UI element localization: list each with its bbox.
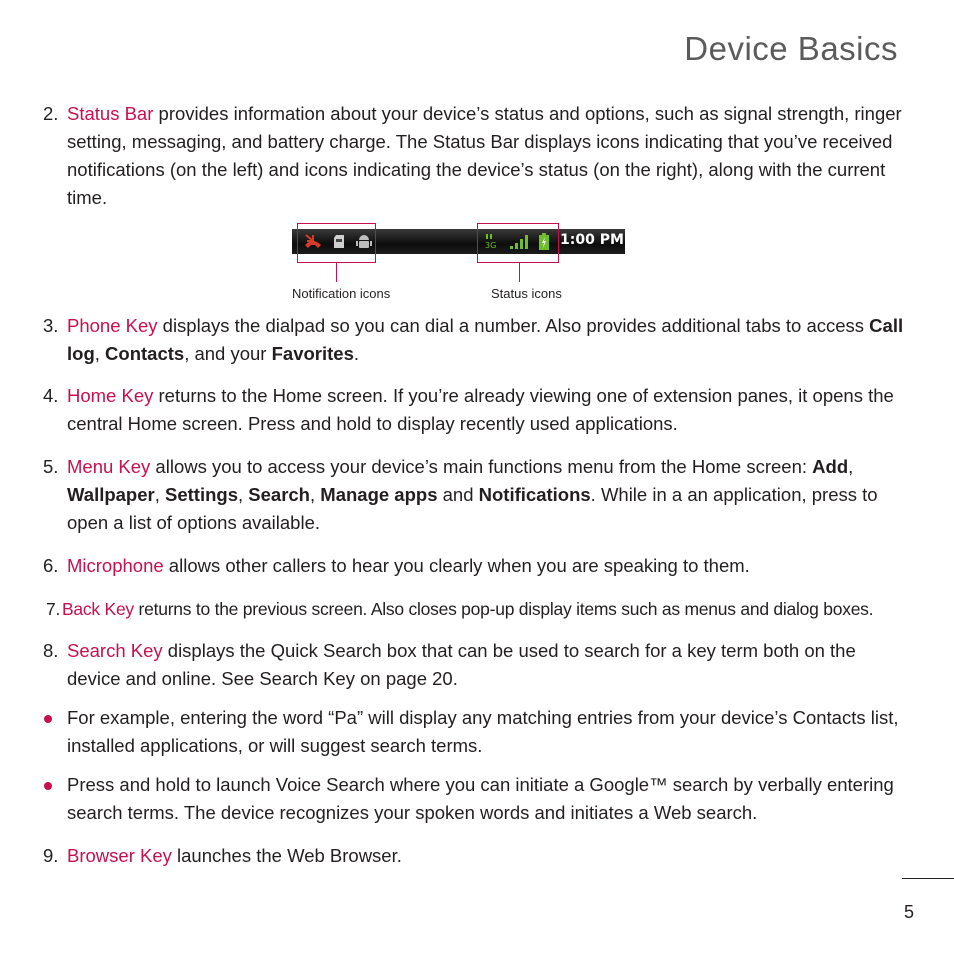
page-title: Device Basics (684, 30, 898, 67)
notification-icons-callout (297, 223, 376, 263)
item-text: , (310, 484, 321, 505)
status-clock: 1:00 PM (560, 232, 624, 248)
list-item-browser-key (43, 842, 907, 870)
list-item-back-key (46, 595, 912, 623)
status-callout-line (519, 262, 520, 282)
contacts-term: Contacts (105, 343, 185, 364)
item-text: allows other callers to hear you clearly when you are speaking to them. (163, 555, 750, 576)
item-number: 3. (43, 315, 59, 336)
item-text: launches the Web Browser. (171, 845, 402, 866)
list-item-search-key (43, 637, 907, 693)
item-number: 7. (46, 599, 61, 619)
footer-rule (902, 878, 954, 879)
item-number: 6. (43, 555, 59, 576)
menu-key-term: Menu Key (67, 456, 151, 477)
item-text: . (353, 343, 360, 364)
item-text: . While in a an application, press to open a list of options available. (67, 484, 878, 533)
notification-callout-line (336, 262, 337, 282)
item-text: and (437, 484, 479, 505)
bullet-icon (44, 715, 52, 723)
phone-key-term: Phone Key (67, 315, 158, 336)
item-text: provides information about your device’s status and options, such as signal strength, ringer setting, messaging, and battery charge. The Status Bar displays icons indicating that you’ve received notifications (on the left) and icons indicating the device’s status (on the right), along with the current time. (67, 103, 902, 208)
status-icons-label: Status icons (491, 286, 562, 301)
item-text: , and your (184, 343, 272, 364)
item-text: displays the Quick Search box that can be used to search for a key term both on the device and online. See Search Key on page 20. (67, 640, 856, 689)
list-item-menu-key (43, 453, 907, 537)
svg-text:3G: 3G (485, 241, 497, 250)
item-number: 8. (43, 640, 59, 661)
microphone-term: Microphone (67, 555, 164, 576)
wallpaper-term: Wallpaper (67, 484, 155, 505)
item-number: 5. (43, 456, 59, 477)
item-text: allows you to access your device’s main functions menu from the Home screen: (150, 456, 813, 477)
list-item-status-bar (43, 100, 907, 212)
list-item-phone-key (43, 312, 907, 368)
notification-icons-label: Notification icons (292, 286, 391, 301)
search-term: Search (248, 484, 310, 505)
item-number: 2. (43, 103, 59, 124)
notifications-term: Notifications (478, 484, 591, 505)
home-key-term: Home Key (67, 385, 154, 406)
item-text: returns to the previous screen. Also closes pop-up display items such as menus and dialog boxes. (133, 599, 874, 619)
item-number: 9. (43, 845, 59, 866)
item-text: , (848, 456, 854, 477)
bullet-icon (44, 782, 52, 790)
item-number: 4. (43, 385, 59, 406)
browser-key-term: Browser Key (67, 845, 172, 866)
item-text: , (154, 484, 166, 505)
back-key-term: Back Key (62, 599, 134, 619)
item-text: returns to the Home screen. If you’re already viewing one of extension panes, it opens the central Home screen. Press and hold to display recently used applications. (67, 385, 894, 434)
item-text: displays the dialpad so you can dial a number. Also provides additional tabs to access (157, 315, 870, 336)
call-log-term: Call log (67, 315, 904, 364)
item-text: , (94, 343, 106, 364)
list-item-microphone (43, 552, 907, 580)
bullet-item (67, 771, 907, 827)
item-text: , (238, 484, 249, 505)
manage-apps-term: Manage apps (320, 484, 438, 505)
list-item-home-key (43, 382, 907, 438)
status-bar-term: Status Bar (67, 103, 154, 124)
bullet-text: For example, entering the word “Pa” will display any matching entries from your device’s Contacts list, installed applications, or will suggest search terms. (67, 707, 899, 756)
favorites-term: Favorites (271, 343, 354, 364)
search-key-term: Search Key (67, 640, 163, 661)
page-number: 5 (904, 902, 915, 922)
settings-term: Settings (165, 484, 238, 505)
bullet-text: Press and hold to launch Voice Search where you can initiate a Google™ search by verbally entering search terms. The device recognizes your spoken words and initiates a Web search. (67, 774, 894, 823)
add-term: Add (812, 456, 849, 477)
status-icons-callout (477, 223, 559, 263)
bullet-item (67, 704, 907, 760)
